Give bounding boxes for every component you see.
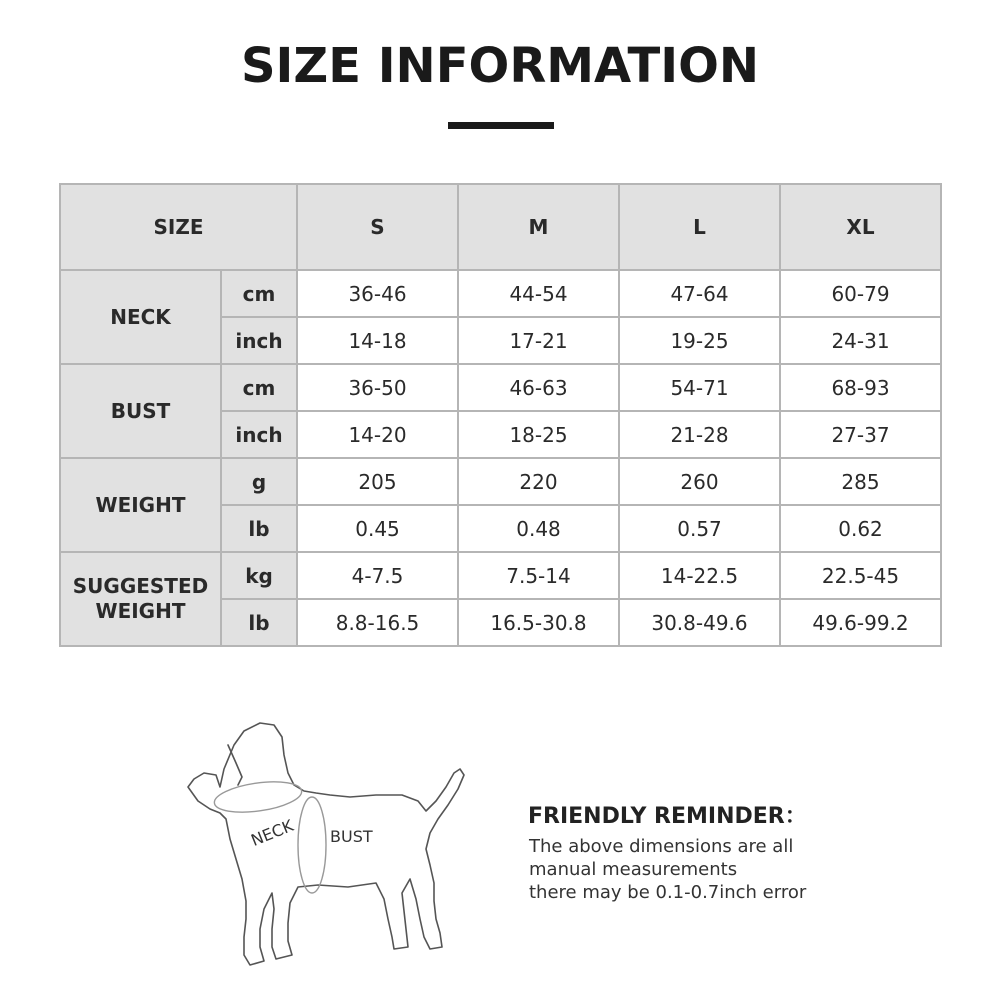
- value-cell: 21-28: [619, 411, 780, 458]
- page-title: SIZE INFORMATION: [240, 38, 760, 94]
- unit-cell: g: [221, 458, 297, 505]
- value-cell: 60-79: [780, 270, 941, 317]
- value-cell: 260: [619, 458, 780, 505]
- value-cell: 4-7.5: [297, 552, 458, 599]
- unit-cell: lb: [221, 599, 297, 646]
- unit-cell: inch: [221, 411, 297, 458]
- table-row: [60, 270, 941, 317]
- reminder-line: manual measurements: [529, 859, 738, 880]
- value-cell: 14-20: [297, 411, 458, 458]
- value-cell: 14-18: [297, 317, 458, 364]
- value-cell: 7.5-14: [458, 552, 619, 599]
- value-cell: 46-63: [458, 364, 619, 411]
- reminder-line: there may be 0.1-0.7inch error: [529, 882, 807, 903]
- bust-label: BUST: [330, 827, 373, 846]
- unit-cell: lb: [221, 505, 297, 552]
- unit-cell: cm: [221, 270, 297, 317]
- unit-cell: inch: [221, 317, 297, 364]
- value-cell: 27-37: [780, 411, 941, 458]
- value-cell: 44-54: [458, 270, 619, 317]
- value-cell: 68-93: [780, 364, 941, 411]
- table-row: [60, 364, 941, 411]
- value-cell: 49.6-99.2: [780, 599, 941, 646]
- value-cell: 24-31: [780, 317, 941, 364]
- value-cell: 47-64: [619, 270, 780, 317]
- bust-measure-line: [298, 797, 326, 893]
- category-bust: BUST: [60, 364, 221, 458]
- value-cell: 285: [780, 458, 941, 505]
- value-cell: 22.5-45: [780, 552, 941, 599]
- header-size-m: M: [458, 184, 619, 270]
- value-cell: 0.57: [619, 505, 780, 552]
- table-header-row: [60, 184, 941, 270]
- category-suggested-weight: [60, 552, 221, 646]
- title-underline: [448, 122, 554, 129]
- value-cell: 16.5-30.8: [458, 599, 619, 646]
- value-cell: 54-71: [619, 364, 780, 411]
- dog-measurement-diagram: [180, 715, 480, 985]
- unit-cell: kg: [221, 552, 297, 599]
- value-cell: 0.48: [458, 505, 619, 552]
- table-row: [60, 552, 941, 599]
- category-weight: WEIGHT: [60, 458, 221, 552]
- value-cell: 0.45: [297, 505, 458, 552]
- value-cell: 14-22.5: [619, 552, 780, 599]
- size-table: [59, 183, 942, 647]
- reminder-title: FRIENDLY REMINDER：: [528, 804, 807, 829]
- neck-measure-line: [212, 777, 303, 817]
- value-cell: 17-21: [458, 317, 619, 364]
- header-size-l: L: [619, 184, 780, 270]
- reminder-line: The above dimensions are all: [529, 836, 794, 857]
- unit-cell: cm: [221, 364, 297, 411]
- category-suggested-weight-line2: WEIGHT: [95, 599, 186, 623]
- value-cell: 30.8-49.6: [619, 599, 780, 646]
- value-cell: 220: [458, 458, 619, 505]
- value-cell: 36-50: [297, 364, 458, 411]
- category-suggested-weight-line1: SUGGESTED: [72, 574, 209, 598]
- header-size-label: SIZE: [60, 184, 297, 270]
- value-cell: 19-25: [619, 317, 780, 364]
- neck-label: NECK: [248, 815, 296, 850]
- value-cell: 36-46: [297, 270, 458, 317]
- value-cell: 0.62: [780, 505, 941, 552]
- value-cell: 8.8-16.5: [297, 599, 458, 646]
- category-neck: NECK: [60, 270, 221, 364]
- header-size-xl: XL: [780, 184, 941, 270]
- header-size-s: S: [297, 184, 458, 270]
- value-cell: 18-25: [458, 411, 619, 458]
- table-row: [60, 458, 941, 505]
- value-cell: 205: [297, 458, 458, 505]
